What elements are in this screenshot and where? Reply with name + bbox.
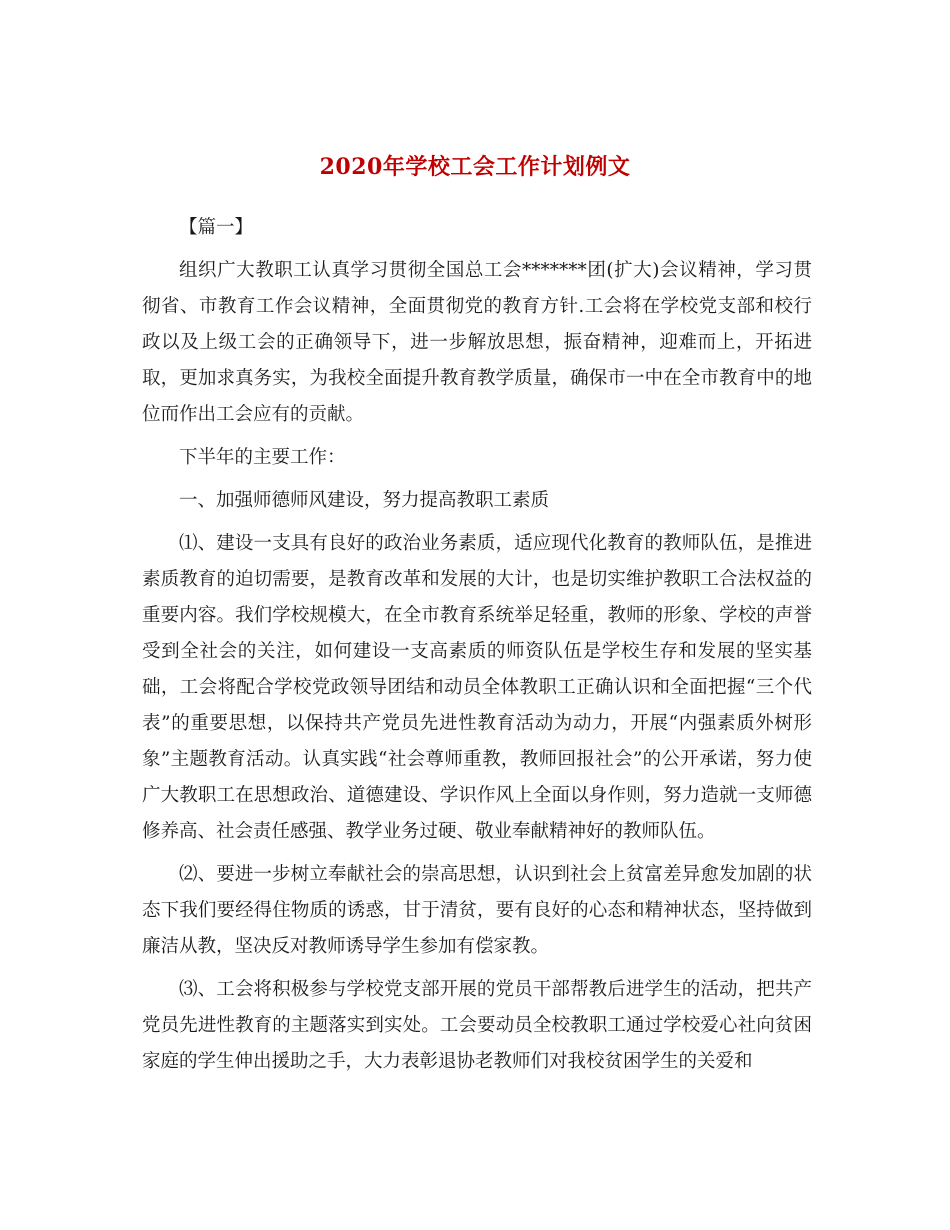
item-one-heading: 一、加强师德师风建设，努力提高教职工素质 — [179, 490, 550, 511]
main-work-heading: 下半年的主要工作： — [179, 447, 346, 468]
section-heading-part-one: 【篇一】 — [179, 217, 254, 238]
item-one-point-1: ⑴、建设一支具有良好的政治业务素质，适应现代化教育的教师队伍，是推进素质教育的迫切需要，是教育改革和发展的大计，也是切实维护教职工合法权益的重要内容。我们学校规模大，在全市教育系统举足轻重，教师的形象、学校的声誉受到全社会的关注，如何建设一支高素质的师资队伍是学校生存和发展的坚实基础，工会将配合学校党政领导团结和动员全体教职工正确认识和全面把握“三个代表”的重要思想，以保持共产党员先进性教育活动为动力，开展“内强素质外树形象”主题教育活动。认真实践“社会尊师重教，教师回报社会”的公开承诺，努力使广大教职工在思想政治、道德建设、学识作风上全面以身作则，努力造就一支师德修养高、社会责任感强、教学业务过硬、敬业奉献精神好的教师队伍。 — [142, 533, 812, 842]
document-title: 2020年学校工会工作计划例文 — [319, 153, 631, 180]
intro-paragraph: 组织广大教职工认真学习贯彻全国总工会*******团(扩大)会议精神，学习贯彻省、市教育工作会议精神，全面贯彻党的教育方针.工会将在学校党支部和校行政以及上级工会的正确领导下，进一步解放思想，振奋精神，迎难而上，开拓进取，更加求真务实，为我校全面提升教育教学质量，确保市一中在全市教育中的地位而作出工会应有的贡献。 — [142, 260, 812, 425]
item-one-point-3: ⑶、工会将积极参与学校党支部开展的党员干部帮教后进学生的活动，把共产党员先进性教育的主题落实到实处。工会要动员全校教职工通过学校爱心社向贫困家庭的学生伸出援助之手，大力表彰退协老教师们对我校贫困学生的关爱和 — [142, 979, 812, 1072]
document-body — [142, 210, 812, 1080]
item-one-point-2: ⑵、要进一步树立奉献社会的崇高思想，认识到社会上贫富差异愈发加剧的状态下我们要经得住物质的诱惑，甘于清贫，要有良好的心态和精神状态，坚持做到廉洁从教，坚决反对教师诱导学生参加有偿家教。 — [142, 864, 812, 957]
